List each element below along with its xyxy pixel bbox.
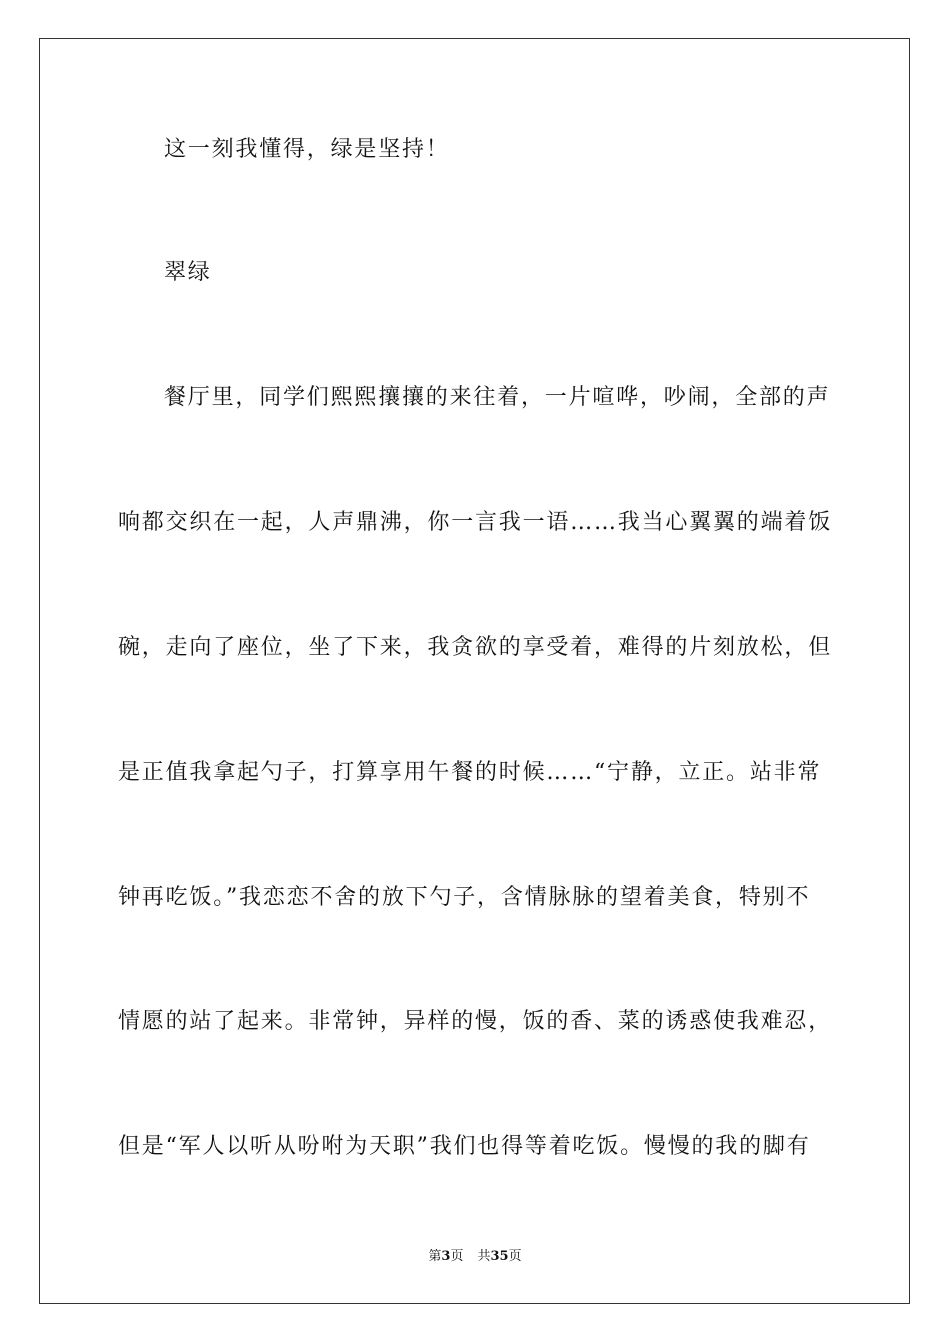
paragraph-line-6: 钟再吃饭。”我恋恋不舍的放下勺子，含情脉脉的望着美食，特别不 [118,885,811,910]
page-prefix: 第 [428,1249,442,1264]
total-prefix: 共 [477,1249,491,1264]
section-heading: 翠绿 [164,260,212,285]
paragraph-line-4: 碗，走向了座位，坐了下来，我贪欲的享受着，难得的片刻放松，但 [118,635,833,660]
total-pages: 35 [490,1249,509,1264]
page-footer [0,1248,950,1266]
paragraph-line-8: 但是“军人以听从吩咐为天职”我们也得等着吃饭。慢慢的我的脚有 [118,1134,811,1159]
page-suffix: 页 [450,1249,464,1264]
paragraph-line-1: 这一刻我懂得，绿是坚持！ [164,137,450,162]
paragraph-line-2: 餐厅里，同学们熙熙攘攘的来往着，一片喧哗，吵闹，全部的声 [164,385,831,410]
paragraph-line-3: 响都交织在一起，人声鼎沸，你一言我一语……我当心翼翼的端着饭 [118,510,833,535]
paragraph-line-7: 情愿的站了起来。非常钟，异样的慢，饭的香、菜的诱惑使我难忍， [118,1009,833,1034]
paragraph-line-5: 是正值我拿起勺子，打算享用午餐的时候……“宁静，立正。站非常 [118,760,822,785]
page-border [39,38,910,1304]
total-suffix: 页 [508,1249,522,1264]
page-number: 3 [441,1249,451,1264]
